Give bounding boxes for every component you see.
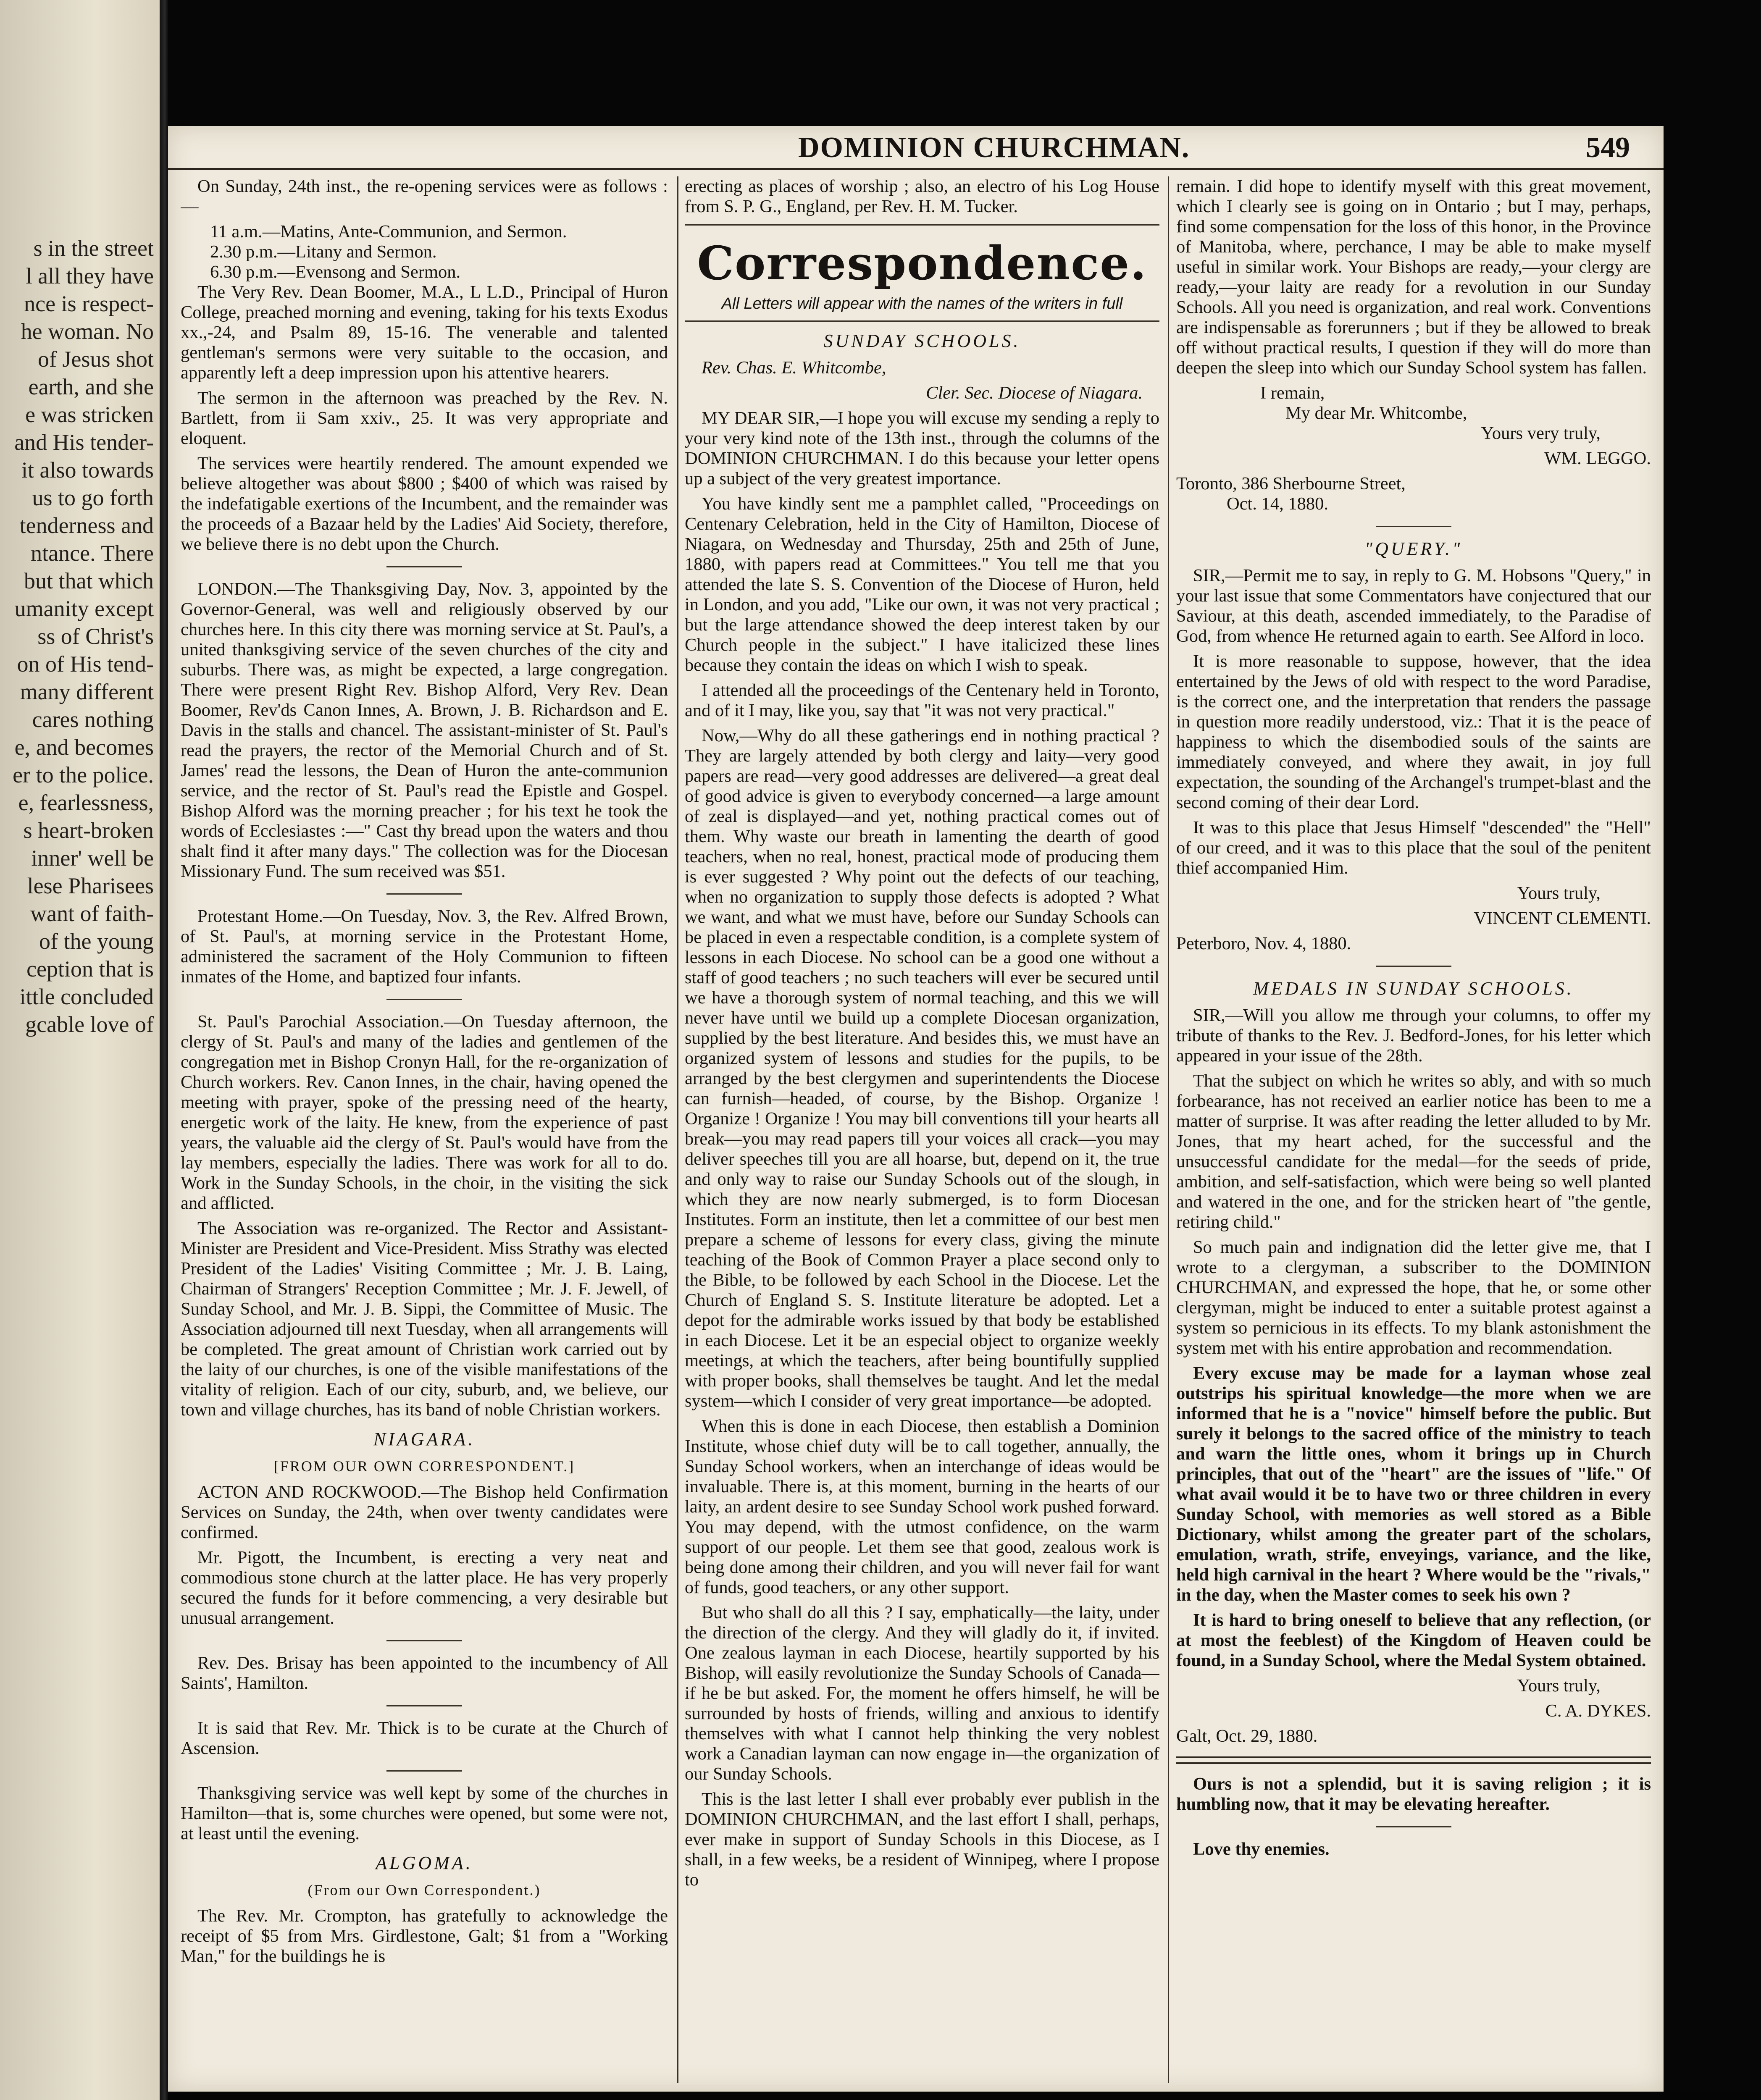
fragment-line: ss of Christ's (37, 624, 154, 649)
letter-paragraph: It is more reasonable to suppose, however, that the idea entertained by the Jews of old with respect to the word Paradise, is the correct one, and the interpretation that renders the passage in question more readily understood, viz.: That it is the peace of happiness to which the disembodied souls of the saints are immediately conveyed, and where they await, in joy full expectation, the sounding of the Archangel's trumpet-blast and the second coming of their dear Lord. (1176, 651, 1651, 812)
section-heading: ALGOMA. (376, 1853, 473, 1873)
fragment-line: nce is respect- (24, 291, 154, 316)
column-rule (1168, 176, 1169, 2083)
fragment-line: and His tender- (14, 430, 154, 455)
letter-place: Toronto, 386 Sherbourne Street, (1176, 474, 1406, 494)
section-subheading: [FROM OUR OWN CORRESPONDENT.] (273, 1458, 575, 1475)
letter-paragraph: But who shall do all this ? I say, emphatically—the laity, under the direction of the clergy. And they will gladly do it, if invited. One zealous layman in each Diocese, heartily supported by his Bishop, will easily revolutionize the Sunday Schools of Canada—if he be but asked. For, the moment he offers himself, he will be surrounded by hosts of friends, willing and anxious to identify themselves with what I cannot help thinking the very noblest work a Canadian layman can now engage in—the organization of our Sunday Schools. (685, 1603, 1159, 1784)
fragment-line: it also towards (21, 457, 154, 483)
fragment-line: of Jesus shot (37, 346, 154, 372)
scan-border (168, 2092, 1761, 2100)
previous-page-fragment (0, 0, 160, 2100)
running-head: DOMINION CHURCHMAN. (798, 131, 1190, 164)
column-rule (677, 176, 678, 2083)
schedule-line: 6.30 p.m.—Evensong and Sermon. (210, 262, 461, 282)
fragment-line: e, fearlessness, (18, 790, 154, 815)
letter-paragraph: MY DEAR SIR,—I hope you will excuse my sending a reply to your very kind note of the 13th inst., through the columns of the DOMINION CHURCHMAN. I do this because your letter opens up a subject of the very greatest importance. (685, 408, 1159, 488)
letter-heading: SUNDAY SCHOOLS. (823, 331, 1021, 351)
fragment-line: ception that is (26, 956, 154, 982)
separator-rule (386, 999, 462, 1000)
separator-rule (685, 320, 1159, 322)
section-subheading: (From our Own Correspondent.) (308, 1882, 541, 1898)
letter-signature: WM. LEGGO. (1544, 449, 1651, 468)
fragment-line: s heart-broken (23, 818, 154, 843)
section-note: All Letters will appear with the names of the writers in full (721, 295, 1123, 312)
letter-paragraph: So much pain and indignation did the letter give me, that I wrote to a clergyman, a subscriber to the DOMINION CHURCHMAN, and expressed the hope, that he, or some other clergyman, might be induced to enter a suitable protest against a system so pernicious in its effects. To my blank astonishment the system met with his entire approbation and recommendation. (1176, 1237, 1651, 1358)
letter-place: Peterboro, Nov. 4, 1880. (1176, 934, 1351, 953)
fragment-line: l all they have (26, 263, 154, 289)
letter-heading: MEDALS IN SUNDAY SCHOOLS. (1253, 978, 1574, 999)
fragment-line: tenderness and (19, 513, 154, 538)
article-paragraph: erecting as places of worship ; also, an electro of his Log House from S. P. G., England, per Rev. H. M. Tucker. (685, 176, 1159, 216)
separator-rule (386, 1640, 462, 1641)
fragment-line: of the young (39, 929, 154, 954)
letter-paragraph: SIR,—Will you allow me through your columns, to offer my tribute of thanks to the Rev. J. Bedford-Jones, for his letter which appeared in your issue of the 28th. (1176, 1005, 1651, 1066)
letter-paragraph: remain. I did hope to identify myself with this great movement, which I clearly see is going on in Ontario ; but I may, perhaps, find some compensation for the loss of this honor, in the Province of Manitoba, where, perchance, I may be able to make myself useful in similar work. Your Bishops are ready,—your clergy are ready,—your laity are ready for a revolution in our Sunday Schools. All you need is organization, and real work. Conventions are indispensable as forerunners ; but if they be allowed to break off without practical results, I question if they will do more than deepen the sleep into which our Sunday School system has fallen. (1176, 176, 1651, 378)
letter-paragraph: You have kindly sent me a pamphlet called, "Proceedings on Centenary Celebration, held in the City of Hamilton, Diocese of Niagara, on Wednesday and Thursday, 25th and 25th of June, 1880, with papers read at Committees." You tell me that you attended the late S. S. Convention of the Diocese of Huron, held in London, and you add, "Like our own, it was not very practical ; but the large attendance showed the deep interest taken by our Church people in the subject." I have italicized these lines because they contain the ideas on which I wish to speak. (685, 494, 1159, 675)
separator-rule (386, 1705, 462, 1706)
separator-rule (685, 224, 1159, 226)
column-1 (181, 176, 668, 2083)
section-title: Correspondence. (697, 236, 1147, 290)
letter-heading: "QUERY." (1364, 538, 1463, 559)
closing-maxim: Ours is not a splendid, but it is saving religion ; it is humbling now, that it may be elevating hereafter. (1176, 1774, 1651, 1814)
schedule-line: 11 a.m.—Matins, Ante-Communion, and Sermon. (210, 222, 567, 242)
letter-signature: C. A. DYKES. (1545, 1701, 1651, 1721)
separator-rule (386, 1770, 462, 1772)
separator-rule (1376, 526, 1451, 527)
addressee-title: Cler. Sec. Diocese of Niagara. (926, 383, 1143, 403)
letter-paragraph: That the subject on which he writes so ably, and with so much forbearance, has not received an earlier notice has been to me a matter of surprise. It was after reading the letter alluded to by Mr. Jones, that my heart ached, for the successful and the unsuccessful candidate for the medal—for the seeds of pride, ambition, and self-satisfaction, which were being so well planted and watered in the one, and for the stricken heart of "the gentle, retiring child." (1176, 1071, 1651, 1232)
book-gutter (160, 0, 168, 2100)
fragment-line: e, and becomes (14, 735, 154, 760)
letter-closing: My dear Mr. Whitcombe, (1285, 403, 1467, 423)
letter-paragraph: I attended all the proceedings of the Centenary held in Toronto, and of it I may, like you, say that "it was not very practical." (685, 680, 1159, 720)
article-paragraph: On Sunday, 24th inst., the re-opening services were as follows :— (181, 176, 668, 216)
letter-closing: Yours truly, (1517, 883, 1601, 903)
letter-paragraph: This is the last letter I shall ever probably ever publish in the DOMINION CHURCHMAN, and the last effort I shall, perhaps, ever make in support of Sunday Schools in this Diocese, as I shall, in a few weeks, be a resident of Winnipeg, where I propose to (685, 1789, 1159, 1890)
letter-paragraph: It was to this place that Jesus Himself "descended" the "Hell" of our creed, and it was to this place that the soul of the penitent thief accompanied Him. (1176, 818, 1651, 878)
letter-paragraph: SIR,—Permit me to say, in reply to G. M. Hobsons "Query," in your last issue that some Commentators have conjectured that our Saviour, at this death, ascended immediately, to the Paradise of God, from whence He returned again to earth. See Alford in loco. (1176, 566, 1651, 646)
fragment-line: e was stricken (25, 402, 154, 427)
double-rule (1176, 1756, 1651, 1764)
article-paragraph: Thanksgiving service was well kept by some of the churches in Hamilton—that is, some churches were opened, but some were not, at least until the evening. (181, 1783, 668, 1843)
letter-paragraph: Every excuse may be made for a layman whose zeal outstrips his spiritual knowledge—the more when we are informed that he is a "novice" himself before the public. But surely it belongs to the sacred office of the ministry to teach and warn the little ones, whom it brings up in Church principles, that out of the "heart" are the issues of "life." Of what avail would it be to have two or three children in every Sunday School, with memories as well stored as a Bible Dictionary, whilst among the greater part of the scholars, emulation, wrath, strife, enveyings, variance, and the like, held high carnival in the heart ? Where would be the "rivals," in the day, when the Master comes to seek his own ? (1176, 1363, 1651, 1605)
fragment-line: gcable love of (25, 1012, 154, 1037)
fragment-line: ittle concluded (19, 984, 154, 1009)
letter-signature: VINCENT CLEMENTI. (1474, 908, 1651, 928)
article-paragraph: The Rev. Mr. Crompton, has gratefully to acknowledge the receipt of $5 from Mrs. Girdlestone, Galt; $1 from a "Working Man," for the buildings he is (181, 1906, 668, 1966)
closing-maxim: Love thy enemies. (1193, 1839, 1330, 1859)
fragment-line: lese Pharisees (27, 873, 154, 898)
separator-rule (1376, 1826, 1451, 1827)
letter-paragraph: When this is done in each Diocese, then establish a Dominion Institute, whose chief duty will be to call together, annually, the Sunday School workers, when an interchange of ideas would be invaluable. There is, at this moment, burning in the hearts of our laity, an ardent desire to see Sunday School work pushed forward. You may depend, with the utmost confidence, on the warm support of our people. Let them see that good, zealous work is being done among their children, and you will never fail for want of funds, good teachers, or any other support. (685, 1416, 1159, 1597)
page-header (168, 126, 1664, 170)
section-heading: NIAGARA. (373, 1429, 476, 1449)
article-paragraph: The Very Rev. Dean Boomer, M.A., L L.D., Principal of Huron College, preached morning and evening, taking for his texts Exodus xx.,-24, and Psalm 89, 15-16. The venerable and talented gentleman's sermons were very suitable to the occasion, and apparently left a deep impression upon his attentive hearers. (181, 282, 668, 383)
letter-closing: Yours very truly, (1481, 423, 1601, 443)
article-paragraph: Rev. Des. Brisay has been appointed to the incumbency of All Saints', Hamilton. (181, 1653, 668, 1693)
letter-closing: Yours truly, (1517, 1676, 1601, 1696)
fragment-line: s in the street (33, 236, 154, 261)
article-paragraph: The Association was re-organized. The Rector and Assistant-Minister are President and Vice-President. Miss Strathy was elected President of the Ladies' Visiting Committee ; Mr. J. B. Laing, Chairman of Strangers' Reception Committee ; Mr. J. F. Jewell, of Sunday School, and Mr. J. B. Sippi, the Committee of Music. The Association adjourned till next Tuesday, when all arrangements will be completed. The great amount of Christian work carried out by the laity of our churches, is one of the visible manifestations of the vitality of religion. Each of our city, suburb, and, we believe, our town and village churches, has its band of noble Christian workers. (181, 1218, 668, 1420)
fragment-line: inner' well be (31, 845, 154, 871)
fragment-line: cares nothing (32, 707, 154, 732)
article-paragraph: ACTON AND ROCKWOOD.—The Bishop held Confirmation Services on Sunday, the 24th, when over twenty candidates were confirmed. (181, 1482, 668, 1542)
schedule-line: 2.30 p.m.—Litany and Sermon. (210, 242, 437, 262)
addressee-name: Rev. Chas. E. Whitcombe, (702, 358, 886, 378)
separator-rule (386, 566, 462, 567)
article-paragraph: Mr. Pigott, the Incumbent, is erecting a very neat and commodious stone church at the latter place. He has very properly secured the funds for it before commencing, a very desirable but unusual arrangement. (181, 1548, 668, 1628)
page-number: 549 (1586, 131, 1630, 164)
article-paragraph: Protestant Home.—On Tuesday, Nov. 3, the Rev. Alfred Brown, of St. Paul's, at morning service in the Protestant Home, administered the sacrament of the Holy Communion to fifteen inmates of the Home, and baptized four infants. (181, 906, 668, 987)
fragment-line: us to go forth (32, 485, 154, 510)
column-3 (1176, 176, 1651, 2083)
separator-rule (1376, 966, 1451, 967)
fragment-line: ntance. There (31, 541, 154, 566)
fragment-line: on of His tend- (17, 651, 154, 677)
fragment-line: er to the police. (13, 762, 154, 788)
separator-rule (386, 893, 462, 895)
fragment-line: earth, and she (28, 374, 154, 399)
article-paragraph: It is said that Rev. Mr. Thick is to be curate at the Church of Ascension. (181, 1718, 668, 1758)
letter-date: Oct. 14, 1880. (1227, 494, 1328, 514)
letter-closing: I remain, (1260, 383, 1325, 403)
letter-paragraph: Now,—Why do all these gatherings end in nothing practical ? They are largely attended by both clergy and laity—very good papers are read—very good addresses are delivered—a great deal of good advice is given to everybody concerned—a large amount of zeal is displayed—and yet, nothing practical comes out of them. Why waste our breath in lamenting the dearth of good teachers, when no real, honest, practical mode of producing them is ever suggested ? Why point out the defects of our teaching, when no organization to supply those defects is adopted ? What we want, and what we must have, before our Sunday Schools can be placed in even a respectable condition, is a complete system of lessons in each Diocese. No school can be a good one without a staff of good teachers ; no such teachers will ever be secured until we have a thorough system of normal teaching, and this we will never have until we build up a complete Diocesan organization, supplied by the best literature. And besides this, we must have an organized system of lessons and studies for the pupils, to be arranged by the best clergymen and superintendents the Diocese can furnish—headed, of course, by the Bishop. Organize ! Organize ! Organize ! You may bill conventions till your hearts all break—you may read papers till your voices all crack—you may deliver speeches till you are all hoarse, but, depend on it, the true and only way to raise our Sunday Schools out of the slough, in which they are now nearly submerged, is to form Diocesan Institutes. Form an institute, then let a committee of our best men prepare a scheme of lessons for every class, giving the minute teaching of the Book of Common Prayer a place second only to the Bible, to be followed by each School in the Diocese. Let the Church of England S. S. Institute literature be adopted. Let a depot for the admirable works issued by that body be established in each Diocese. Let it be an especial object to organize weekly meetings, at which the teachers, after being bountifully supplied with proper books, shall themselves be taught. And let the medal system—which I consider of very great importance—be adopted. (685, 726, 1159, 1411)
article-paragraph: LONDON.—The Thanksgiving Day, Nov. 3, appointed by the Governor-General, was well and religiously observed by our churches here. In this city there was morning service at St. Paul's, a united thanksgiving service of the seven churches of the city and suburbs. There was, as might be expected, a large congregation. There were present Right Rev. Bishop Alford, Very Rev. Dean Boomer, Rev'ds Canon Innes, A. Brown, J. B. Richardson and E. Davis in the stalls and chancel. The assistant-minister of St. Paul's read the prayers, the rector of the Memorial Church and of St. James' read the lessons, the Dean of Huron the ante-communion service, and the rector of St. Paul's read the Epistle and Gospel. Bishop Alford was the morning preacher ; for his text he took the words of Ecclesiastes :—" Cast thy bread upon the waters and thou shalt find it after many days." The collection was for the Diocesan Missionary Fund. The sum received was $51. (181, 579, 668, 881)
column-2 (685, 176, 1159, 2083)
fragment-line: want of faith- (30, 901, 154, 926)
fragment-line: he woman. No (21, 319, 154, 344)
article-paragraph: The sermon in the afternoon was preached by the Rev. N. Bartlett, from ii Sam xxiv., 25. It was very appropriate and eloquent. (181, 388, 668, 448)
fragment-line: many different (20, 679, 154, 704)
letter-place: Galt, Oct. 29, 1880. (1176, 1726, 1318, 1746)
article-paragraph: The services were heartily rendered. The amount expended we believe altogether was about $800 ; $400 of which was raised by the indefatigable exertions of the Incumbent, and the remainder was the proceeds of a Bazaar held by the Ladies' Aid Society, therefore, we believe there is no debt upon the Church. (181, 454, 668, 554)
fragment-line: umanity except (14, 596, 154, 621)
article-paragraph: St. Paul's Parochial Association.—On Tuesday afternoon, the clergy of St. Paul's and many of the ladies and gentlemen of the congregation met in Bishop Cronyn Hall, for the re-organization of Church workers. Rev. Canon Innes, in the chair, having opened the meeting with prayer, spoke of the pressing need of the hearty, energetic work of the laity. He knew, from the experience of past years, the valuable aid the clergy of St. Paul's would have from the lay members, especially the ladies. There was work for all to do. Work in the Sunday Schools, in the choir, in the visiting the sick and afflicted. (181, 1012, 668, 1213)
letter-paragraph: It is hard to bring oneself to believe that any reflection, (or at most the feeblest) of the Kingdom of Heaven could be found, in a Sunday School, where the Medal System obtained. (1176, 1610, 1651, 1670)
newspaper-page (168, 126, 1664, 2092)
fragment-line: but that which (24, 568, 154, 593)
